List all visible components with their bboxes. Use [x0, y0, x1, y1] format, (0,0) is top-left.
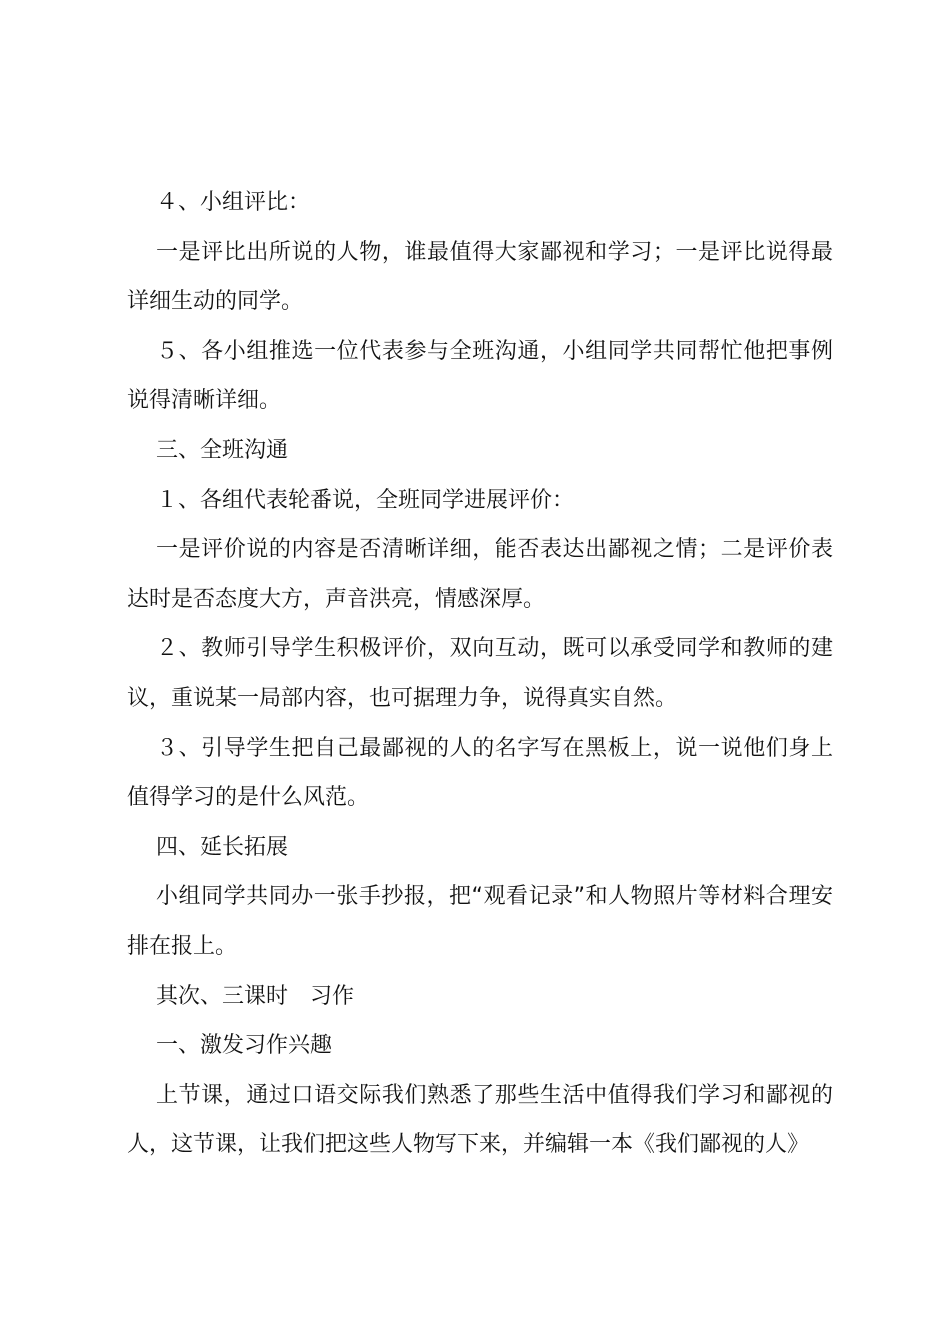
section-item-5-paragraph: ５、各小组推选一位代表参与全班沟通，小组同学共同帮忙他把事例说得清晰详细。 — [127, 338, 833, 414]
document-page — [127, 178, 833, 1170]
section-item-4-heading: ４、小组评比： — [156, 190, 311, 215]
lesson-heading-writing: 其次、三课时 习作 — [156, 983, 355, 1009]
paragraph-lesson-intro: 上节课，通过口语交际我们熟悉了那些生活中值得我们学习和鄙视的人，这节课，让我们把这些人物写下来，并编辑一本《我们鄙视的人》 — [127, 1082, 833, 1158]
paragraph-group-evaluation: 一是评比出所说的人物，谁最值得大家鄙视和学习；一是评比说得最详细生动的同学。 — [127, 239, 833, 315]
paragraph-evaluation-criteria: 一是评价说的内容是否清晰详细，能否表达出鄙视之情；二是评价表达时是否态度大方，声音洪亮，情感深厚。 — [127, 537, 833, 612]
section-heading-extension: 四、延长拓展 — [156, 834, 289, 860]
section-item-2-paragraph: ２、教师引导学生积极评价，双向互动，既可以承受同学和教师的建议，重说某一局部内容，也可据理力争，说得真实自然。 — [127, 636, 833, 711]
section-item-3-paragraph: ３、引导学生把自己最鄙视的人的名字写在黑板上，说一说他们身上值得学习的是什么风范。 — [127, 735, 833, 811]
section-heading-class-communication: 三、全班沟通 — [156, 437, 289, 463]
section-heading-inspire-writing: 一、激发习作兴趣 — [156, 1033, 333, 1059]
section-item-1-paragraph: １、各组代表轮番说，全班同学进展评价： — [156, 487, 575, 513]
paragraph-handwritten-newspaper: 小组同学共同办一张手抄报，把“观看记录”和人物照片等材料合理安排在报上。 — [127, 884, 833, 959]
